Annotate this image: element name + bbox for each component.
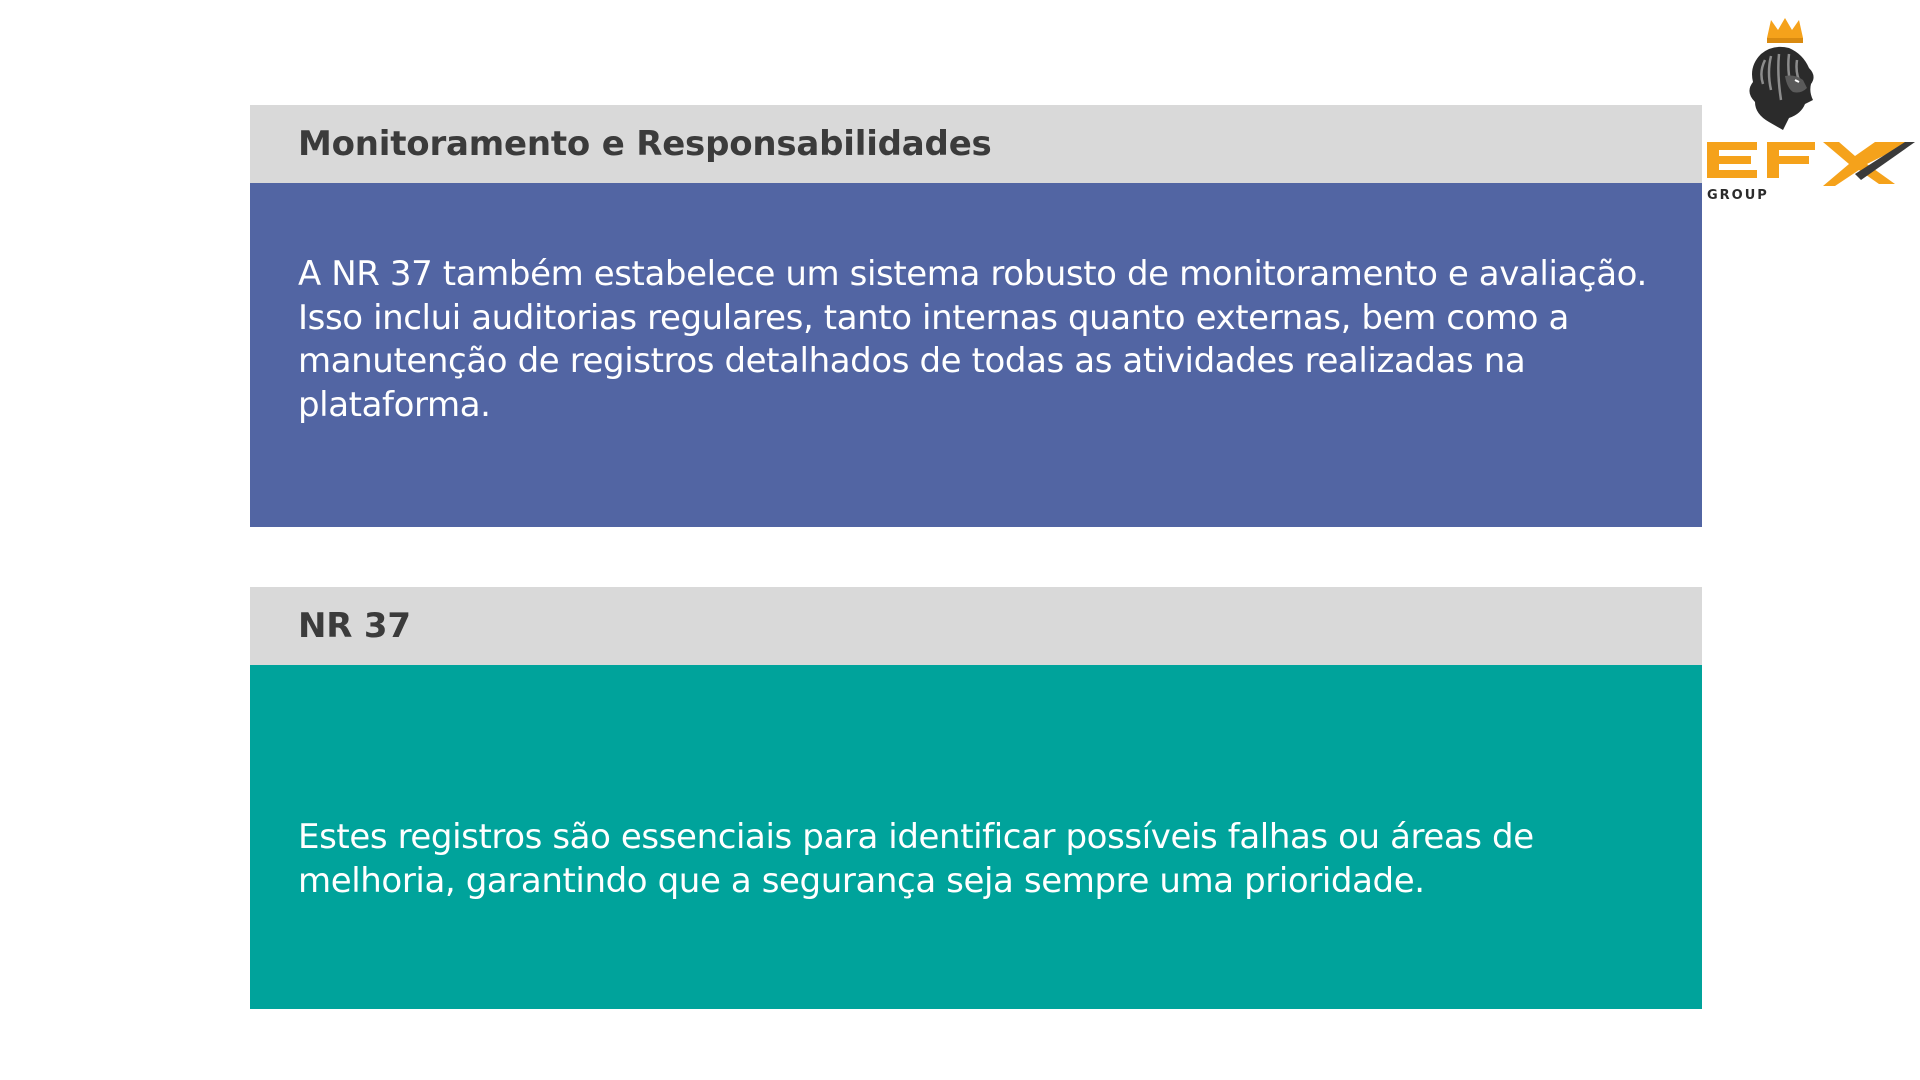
crown-icon (1767, 18, 1803, 43)
nr37-section-title: NR 37 (298, 606, 411, 646)
monitoring-section-body: A NR 37 também estabelece um sistema robusto de monitoramento e avaliação. Isso inclui auditorias regulares, tanto internas quanto externas, bem como a manutenção de registros detalhados de todas as atividades realizadas na plataforma. (250, 183, 1702, 527)
nr37-section-header (250, 587, 1702, 665)
monitoring-section-header (250, 105, 1702, 183)
efx-group-logo (1705, 14, 1917, 206)
nr37-section (250, 587, 1702, 1009)
monitoring-section-title: Monitoramento e Responsabilidades (298, 124, 992, 164)
nr37-section-body: Estes registros são essenciais para identificar possíveis falhas ou áreas de melhoria, garantindo que a segurança seja sempre uma prioridade. (250, 665, 1702, 1009)
efx-group-subtitle: GROUP (1707, 188, 1769, 203)
lion-icon (1749, 47, 1813, 130)
efx-wordmark (1707, 142, 1915, 188)
monitoring-section (250, 105, 1702, 527)
